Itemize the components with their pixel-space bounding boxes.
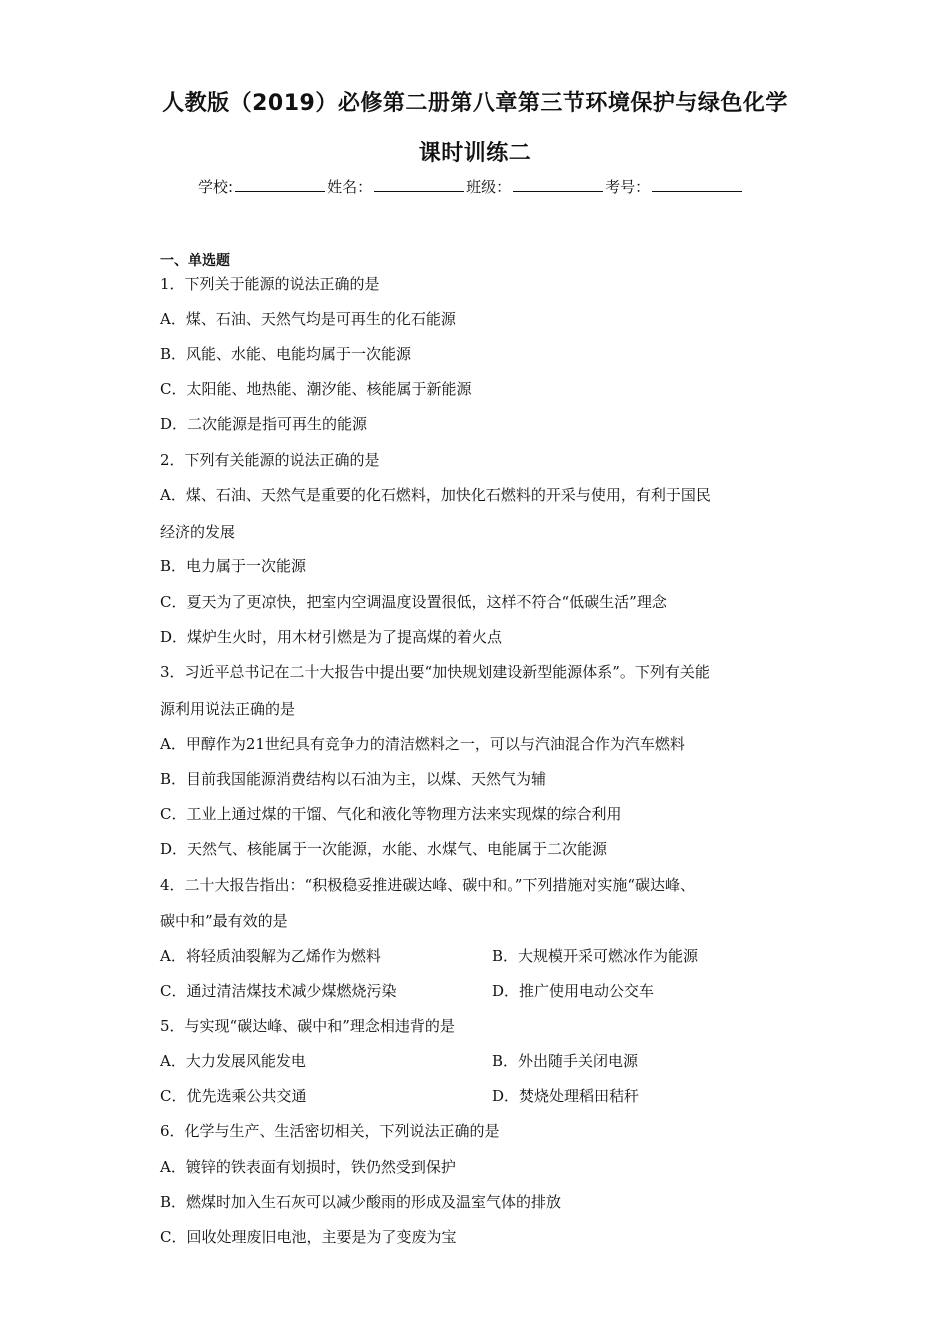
- class-label: 班级：: [466, 178, 512, 196]
- option-c: C．工业上通过煤的干馏、气化和液化等物理方法来实现煤的综合利用: [160, 805, 622, 823]
- section-title: 一、单选题: [160, 253, 230, 269]
- document-title: 人教版（2019）必修第二册第八章第三节环境保护与绿色化学: [162, 91, 788, 116]
- question-stem: 5．与实现“碳达峰、碳中和”理念相违背的是: [160, 1017, 455, 1035]
- option-a: A．甲醇作为21世纪具有竞争力的清洁燃料之一，可以与汽油混合作为汽车燃料: [160, 735, 685, 753]
- option-d: D．煤炉生火时，用木材引燃是为了提高煤的着火点: [160, 628, 503, 646]
- option-b: B．电力属于一次能源: [160, 557, 307, 575]
- school-blank[interactable]: [235, 177, 325, 192]
- exam-no-label: 考号：: [605, 178, 651, 196]
- class-blank[interactable]: [513, 177, 603, 192]
- option-d: D．焚烧处理稻田秸秆: [492, 1087, 640, 1105]
- student-info-row: [198, 176, 744, 197]
- option-c: C．夏天为了更凉快，把室内空调温度设置很低，这样不符合“低碳生活”理念: [160, 593, 667, 611]
- name-label: 姓名：: [327, 178, 373, 196]
- question-stem-continued: 源利用说法正确的是: [160, 700, 296, 718]
- question-stem: 6．化学与生产、生活密切相关，下列说法正确的是: [160, 1122, 500, 1140]
- option-a: A．镀锌的铁表面有划损时，铁仍然受到保护: [160, 1158, 456, 1176]
- option-c: C．通过清洁煤技术减少煤燃烧污染: [160, 982, 397, 1000]
- name-blank[interactable]: [374, 177, 464, 192]
- option-c: C．优先选乘公共交通: [160, 1087, 307, 1105]
- option-b: B．燃煤时加入生石灰可以减少酸雨的形成及温室气体的排放: [160, 1193, 562, 1211]
- option-b: B．目前我国能源消费结构以石油为主，以煤、天然气为辅: [160, 770, 547, 788]
- question-stem: 3．习近平总书记在二十大报告中提出要“加快规划建设新型能源体系”。下列有关能: [160, 663, 710, 681]
- option-b: B．风能、水能、电能均属于一次能源: [160, 345, 412, 363]
- document-subtitle: 课时训练二: [418, 141, 532, 166]
- option-b: B．外出随手关闭电源: [492, 1052, 639, 1070]
- option-d: D．天然气、核能属于一次能源，水能、水煤气、电能属于二次能源: [160, 840, 608, 858]
- option-d: D．推广使用电动公交车: [492, 982, 655, 1000]
- option-a-continued: 经济的发展: [160, 523, 236, 541]
- question-stem-continued: 碳中和”最有效的是: [160, 912, 288, 930]
- question-stem: 1．下列关于能源的说法正确的是: [160, 275, 380, 293]
- exam-no-blank[interactable]: [652, 177, 742, 192]
- option-c: C．太阳能、地热能、潮汐能、核能属于新能源: [160, 380, 472, 398]
- option-b: B．大规模开采可燃冰作为能源: [492, 947, 699, 965]
- option-a: A．大力发展风能发电: [160, 1052, 306, 1070]
- option-c: C．回收处理废旧电池，主要是为了变废为宝: [160, 1228, 457, 1246]
- question-stem: 4．二十大报告指出：“积极稳妥推进碳达峰、碳中和。”下列措施对实施“碳达峰、: [160, 876, 696, 894]
- option-a: A．煤、石油、天然气是重要的化石燃料，加快化石燃料的开采与使用，有利于国民: [160, 486, 711, 504]
- school-label: 学校:: [198, 178, 234, 196]
- question-stem: 2．下列有关能源的说法正确的是: [160, 451, 380, 469]
- option-a: A．煤、石油、天然气均是可再生的化石能源: [160, 310, 456, 328]
- option-a: A．将轻质油裂解为乙烯作为燃料: [160, 947, 381, 965]
- option-d: D．二次能源是指可再生的能源: [160, 415, 368, 433]
